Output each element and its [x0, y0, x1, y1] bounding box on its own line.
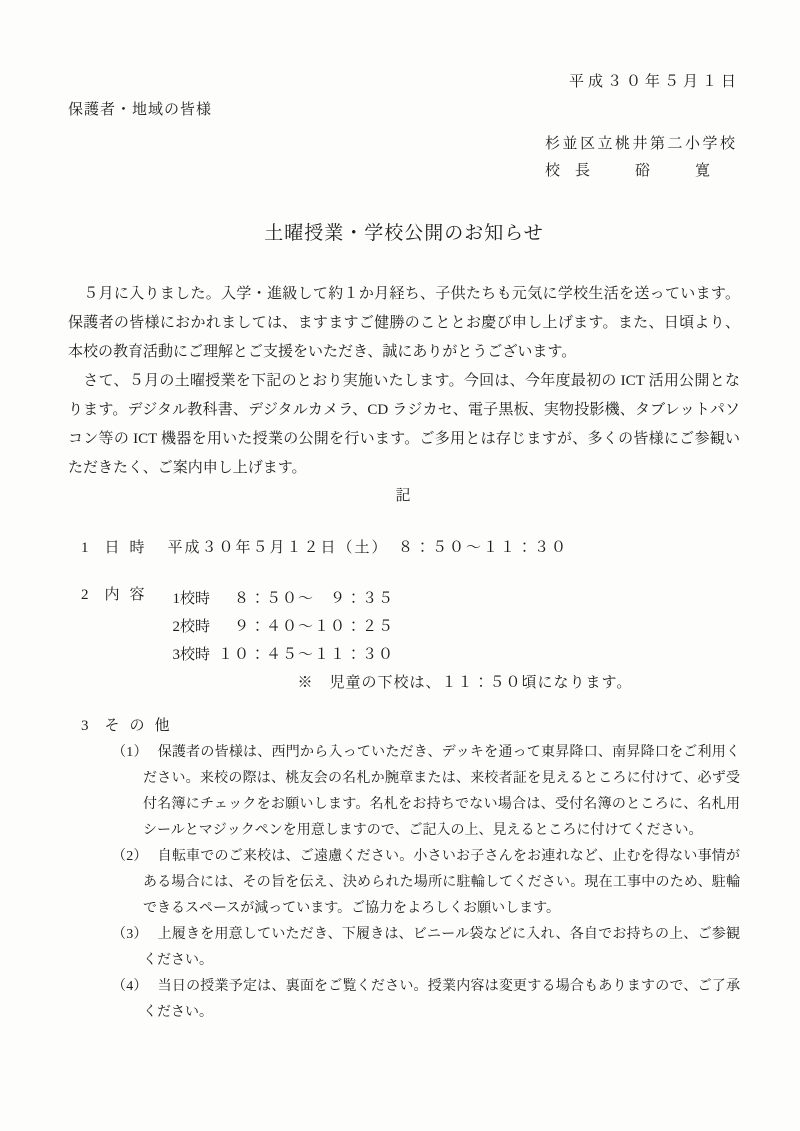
section-content-label: 内容	[104, 587, 155, 603]
list-item-text: 保護者の皆様は、西門から入っていただき、デッキを通って東昇降口、南昇降口をご利用ください。来校の際は、桃友会の名札か腕章または、来校者証を見えるところに付けて、必ず受付名簿にチェックをお願いします。名札をお持ちでない場合は、受付名簿のところに、名札用シールとマジックペンを用意しますので、ご記入の上、見えるところに付けてください。	[143, 745, 740, 838]
section-datetime-label: 日時	[104, 540, 155, 556]
document-title: 土曜授業・学校公開のお知らせ	[264, 223, 544, 244]
sender-school-name: 杉並区立桃井第二小学校	[545, 136, 738, 152]
schedule-time: ９：４０～１０：２５	[218, 619, 395, 635]
section-other	[68, 713, 740, 1026]
section-other-header	[68, 713, 740, 740]
list-item-number: （3）	[112, 927, 148, 942]
schedule-period: 3校時	[172, 647, 211, 663]
list-item-number: （2）	[112, 849, 148, 864]
sender-block	[545, 131, 740, 185]
section-other-number: 3	[81, 718, 89, 734]
schedule-row	[173, 585, 633, 613]
list-item-text: 上履きを用意していただき、下履きは、ビニール袋などに入れ、各自でお持ちの上、ご参観ください。	[143, 927, 741, 968]
schedule-row	[173, 641, 633, 669]
list-item	[112, 922, 741, 974]
document-date: 平成３０年５月１日	[568, 74, 740, 90]
schedule-time: １０：４５～１１：３０	[218, 647, 395, 663]
list-item-number: （1）	[112, 745, 148, 760]
section-content	[68, 585, 740, 697]
intro-paragraph: ５月に入りました。入学・進級して約１か月経ち、子供たちも元気に学校生活を送っています。保護者の皆様におかれましては、ますますご健勝のこととお慶び申し上げます。また、日頃より、本校の教育活動にご理解とご支援をいただき、誠にありがとうございます。	[68, 286, 740, 360]
schedule-block	[173, 585, 633, 697]
datetime-value: 平成３０年５月１２日（土） ８：５０～１１：３０	[167, 540, 569, 556]
section-datetime-number: 1	[81, 540, 89, 556]
section-datetime	[68, 538, 740, 558]
list-item	[112, 844, 741, 922]
list-item-number: （4）	[112, 979, 148, 994]
other-items-list	[68, 740, 740, 1026]
ki-marker: 記	[395, 488, 413, 504]
section-content-number: 2	[81, 587, 89, 603]
section-other-label: その他	[104, 718, 180, 734]
schedule-row	[173, 613, 633, 641]
list-item	[112, 974, 741, 1026]
list-item	[112, 740, 740, 844]
list-item-text: 自転車でのご来校は、ご遠慮ください。小さいお子さんをお連れなど、止むを得ない事情がある場合には、その旨を伝え、決められた場所に駐輪してください。現在工事中のため、駐輪できるスペースが減っています。ご協力をよろしくお願いします。	[143, 849, 741, 916]
schedule-time: ８：５０～ ９：３５	[218, 591, 395, 607]
list-item-text: 当日の授業予定は、裏面をご覧ください。授業内容は変更する場合もありますので、ご了承ください。	[143, 979, 741, 1020]
sender-principal-name: 校 長 硲 寛	[545, 163, 711, 179]
dismissal-note: ※ 児童の下校は、１１：５０頃になります。	[297, 675, 633, 691]
schedule-period: 2校時	[172, 619, 211, 635]
announcement-paragraph: さて、５月の土曜授業を下記のとおり実施いたします。今回は、今年度最初の ICT 活用公開となります。デジタル教科書、デジタルカメラ、CD ラジカセ、電子黒板、実物投影機、タブレットパソコン等の ICT 機器を用いた授業の公開を行います。ご多用とは存じますが、多くの皆様にご参観いただきたく、ご案内申し上げます。	[68, 373, 740, 476]
schedule-period: 1校時	[172, 591, 211, 607]
addressee-line: 保護者・地域の皆様	[68, 102, 213, 118]
